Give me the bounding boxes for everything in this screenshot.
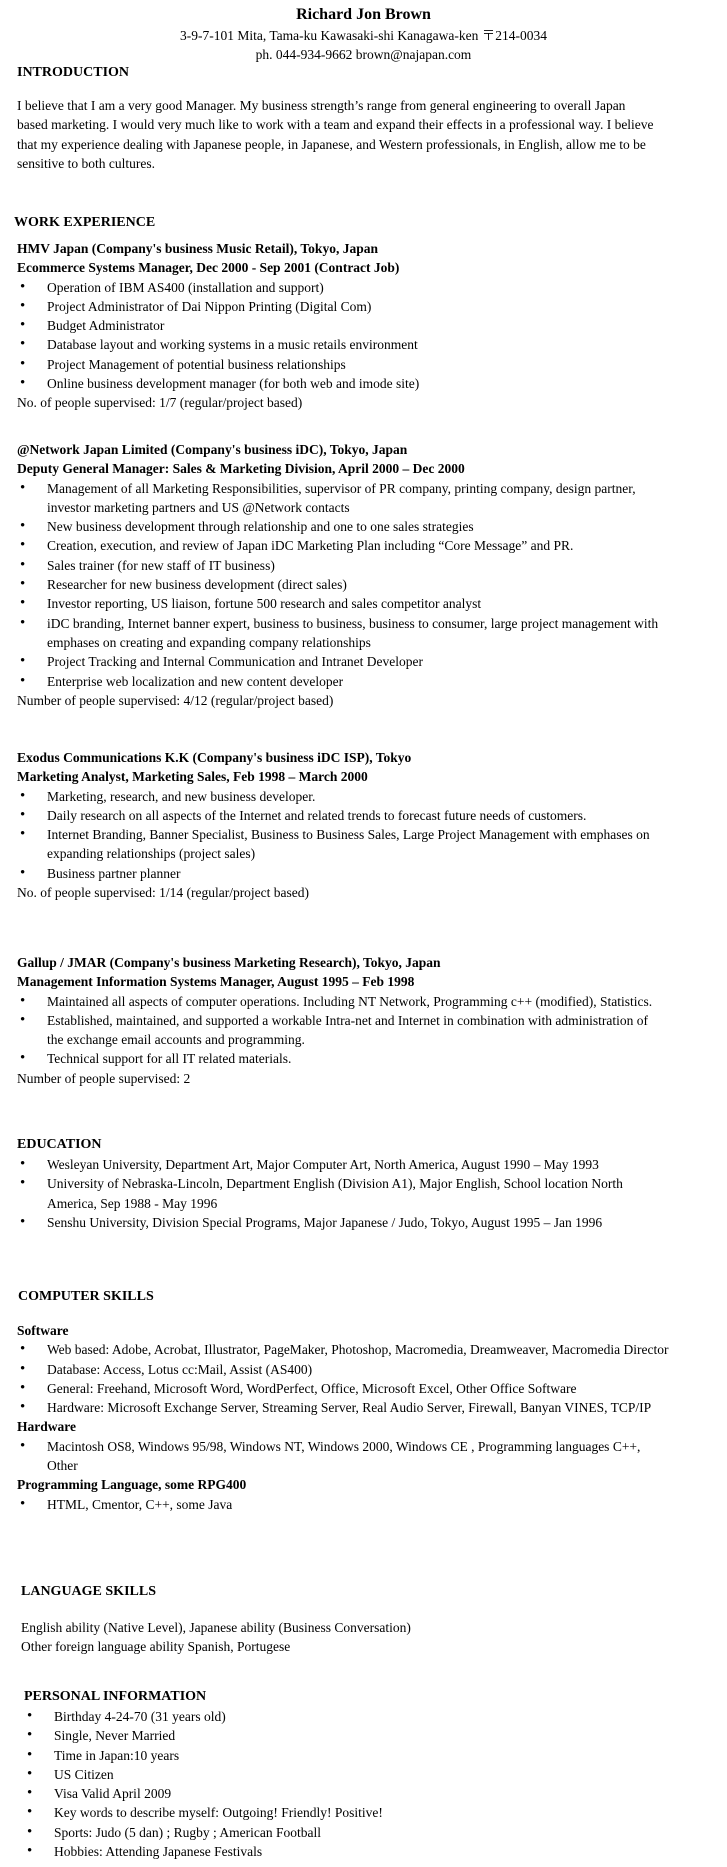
- personal-information-heading: PERSONAL INFORMATION: [24, 1689, 207, 1704]
- language-skills-text: [21, 1618, 671, 1657]
- language-line: Other foreign language ability Spanish, Portugese: [21, 1639, 291, 1655]
- job-company: HMV Japan (Company's business Music Retail), Tokyo, Japan: [17, 241, 378, 256]
- job-bullet: • Management of all Marketing Responsibilities, supervisor of PR company, printing company, design partner, investor marketing partners and US @Network contacts: [17, 479, 667, 518]
- personal-item: • Visa Valid April 2009: [24, 1784, 674, 1803]
- personal-list: [24, 1707, 674, 1861]
- job-bullet: • Investor reporting, US liaison, fortune 500 research and sales competitor analyst: [17, 594, 667, 613]
- personal-item: • Single, Never Married: [24, 1726, 674, 1745]
- hardware-item: • Macintosh OS8, Windows 95/98, Windows NT, Windows 2000, Windows CE , Programming languages C++, Other: [17, 1437, 672, 1476]
- software-list: [17, 1340, 672, 1417]
- personal-item: • Hobbies: Attending Japanese Festivals: [24, 1842, 674, 1861]
- software-item: • Hardware: Microsoft Exchange Server, Streaming Server, Real Audio Server, Firewall, Banyan VINES, TCP/IP: [17, 1398, 672, 1417]
- job-bullet: • Creation, execution, and review of Japan iDC Marketing Plan including “Core Message” and PR.: [17, 536, 667, 555]
- job-bullet: • Internet Branding, Banner Specialist, Business to Business Sales, Large Project Management with emphases on expanding relationships (project sales): [17, 825, 667, 864]
- job-bullet: • Enterprise web localization and new content developer: [17, 672, 667, 691]
- personal-information-section: [24, 1687, 674, 1861]
- job-supervised: Number of people supervised: 2: [17, 1070, 191, 1086]
- education-item: • University of Nebraska-Lincoln, Department English (Division A1), Major English, School location North America, Sep 1988 - May 1996: [17, 1174, 667, 1213]
- job-bullet-list: [17, 479, 667, 691]
- job-role: Ecommerce Systems Manager, Dec 2000 - Sep 2001 (Contract Job): [17, 260, 400, 276]
- job-entry: [17, 953, 667, 1088]
- job-bullet: • Technical support for all IT related materials.: [17, 1049, 667, 1068]
- programming-subheading: Programming Language, some RPG400: [17, 1477, 247, 1493]
- language-skills-heading: LANGUAGE SKILLS: [21, 1584, 156, 1599]
- job-entry: [17, 748, 667, 902]
- candidate-name: Richard Jon Brown: [296, 6, 431, 23]
- software-item: • Database: Access, Lotus cc:Mail, Assist (AS400): [17, 1360, 672, 1379]
- computer-skills-heading: COMPUTER SKILLS: [18, 1289, 154, 1304]
- job-company: Gallup / JMAR (Company's business Marketing Research), Tokyo, Japan: [17, 955, 441, 970]
- job-bullet-list: [17, 992, 667, 1069]
- job-bullet: • iDC branding, Internet banner expert, business to business, business to consumer, large project management with emphases on creating and expanding company relationships: [17, 614, 667, 653]
- job-bullet: • Budget Administrator: [17, 316, 667, 335]
- job-bullet: • Sales trainer (for new staff of IT business): [17, 556, 667, 575]
- work-experience-section: [14, 213, 714, 233]
- personal-item: • Time in Japan:10 years: [24, 1746, 674, 1765]
- software-subheading: Software: [17, 1323, 69, 1338]
- job-bullet: • Project Tracking and Internal Communication and Intranet Developer: [17, 652, 667, 671]
- hardware-subheading: Hardware: [17, 1419, 76, 1435]
- hardware-list: [17, 1437, 672, 1476]
- job-bullet: • Marketing, research, and new business developer.: [17, 787, 667, 806]
- work-experience-heading: WORK EXPERIENCE: [14, 215, 156, 230]
- job-supervised: Number of people supervised: 4/12 (regular/project based): [17, 692, 334, 708]
- education-heading: EDUCATION: [17, 1137, 102, 1152]
- computer-skills-section: [18, 1287, 718, 1307]
- education-item: • Senshu University, Division Special Programs, Major Japanese / Judo, Tokyo, August 1995 – Jan 1996: [17, 1213, 667, 1232]
- language-line: English ability (Native Level), Japanese ability (Business Conversation): [21, 1620, 411, 1635]
- job-bullet: • Maintained all aspects of computer operations. Including NT Network, Programming c++ (modified), Statistics.: [17, 992, 667, 1011]
- education-item: • Wesleyan University, Department Art, Major Computer Art, North America, August 1990 – May 1993: [17, 1155, 667, 1174]
- computer-skills-details: [17, 1321, 672, 1514]
- job-bullet: • Project Management of potential business relationships: [17, 355, 667, 374]
- education-section: [17, 1135, 667, 1232]
- job-role: Marketing Analyst, Marketing Sales, Feb 1998 – March 2000: [17, 769, 368, 785]
- job-bullet-list: [17, 278, 667, 394]
- software-item: • Web based: Adobe, Acrobat, Illustrator, PageMaker, Photoshop, Macromedia, Dreamweaver, Macromedia Director: [17, 1340, 672, 1359]
- job-bullet: • Established, maintained, and supported a workable Intra-net and Internet in combination with administration of the exchange email accounts and programming.: [17, 1011, 667, 1050]
- job-role: Management Information Systems Manager, August 1995 – Feb 1998: [17, 974, 415, 990]
- personal-item: • US Citizen: [24, 1765, 674, 1784]
- language-skills-section: [21, 1582, 721, 1602]
- job-role: Deputy General Manager: Sales & Marketing Division, April 2000 – Dec 2000: [17, 461, 465, 477]
- job-bullet: • Business partner planner: [17, 864, 667, 883]
- contact-line: ph. 044-934-9662 brown@najapan.com: [255, 47, 472, 62]
- job-company: @Network Japan Limited (Company's business iDC), Tokyo, Japan: [17, 442, 408, 457]
- personal-item: • Sports: Judo (5 dan) ; Rugby ; American Football: [24, 1823, 674, 1842]
- job-supervised: No. of people supervised: 1/7 (regular/project based): [17, 395, 303, 411]
- job-bullet-list: [17, 787, 667, 883]
- introduction-heading: INTRODUCTION: [17, 65, 130, 80]
- job-bullet: • Project Administrator of Dai Nippon Printing (Digital Com): [17, 297, 667, 316]
- job-entry: [17, 440, 667, 710]
- job-supervised: No. of people supervised: 1/14 (regular/project based): [17, 885, 310, 901]
- personal-item: • Birthday 4-24-70 (31 years old): [24, 1707, 674, 1726]
- job-company: Exodus Communications K.K (Company's business iDC ISP), Tokyo: [17, 750, 412, 765]
- job-bullet: • Daily research on all aspects of the Internet and related trends to forecast future needs of customers.: [17, 806, 667, 825]
- job-bullet: • New business development through relationship and one to one sales strategies: [17, 517, 667, 536]
- introduction-section: [17, 63, 717, 83]
- software-item: • General: Freehand, Microsoft Word, WordPerfect, Office, Microsoft Excel, Other Office Software: [17, 1379, 672, 1398]
- job-bullet: • Database layout and working systems in a music retails environment: [17, 335, 667, 354]
- education-list: [17, 1155, 667, 1232]
- programming-list: [17, 1495, 672, 1514]
- programming-item: • HTML, Cmentor, C++, some Java: [17, 1495, 672, 1514]
- introduction-text-block: [17, 96, 657, 173]
- job-bullet: • Operation of IBM AS400 (installation and support): [17, 278, 667, 297]
- job-bullet: • Researcher for new business development (direct sales): [17, 575, 667, 594]
- introduction-text: I believe that I am a very good Manager. My business strength’s range from general engineering to overall Japan based marketing. I would very much like to work with a team and expand their effects in a professional way. I believe that my experience dealing with Japanese people, in Japanese, and Western professionals, in English, allow me to be sensitive to both cultures.: [17, 98, 654, 171]
- address-line: 3-9-7-101 Mita, Tama-ku Kawasaki-shi Kanagawa-ken 〒214-0034: [180, 28, 547, 43]
- job-bullet: • Online business development manager (for both web and imode site): [17, 374, 667, 393]
- personal-item: • Key words to describe myself: Outgoing! Friendly! Positive!: [24, 1803, 674, 1822]
- job-entry: [17, 239, 667, 413]
